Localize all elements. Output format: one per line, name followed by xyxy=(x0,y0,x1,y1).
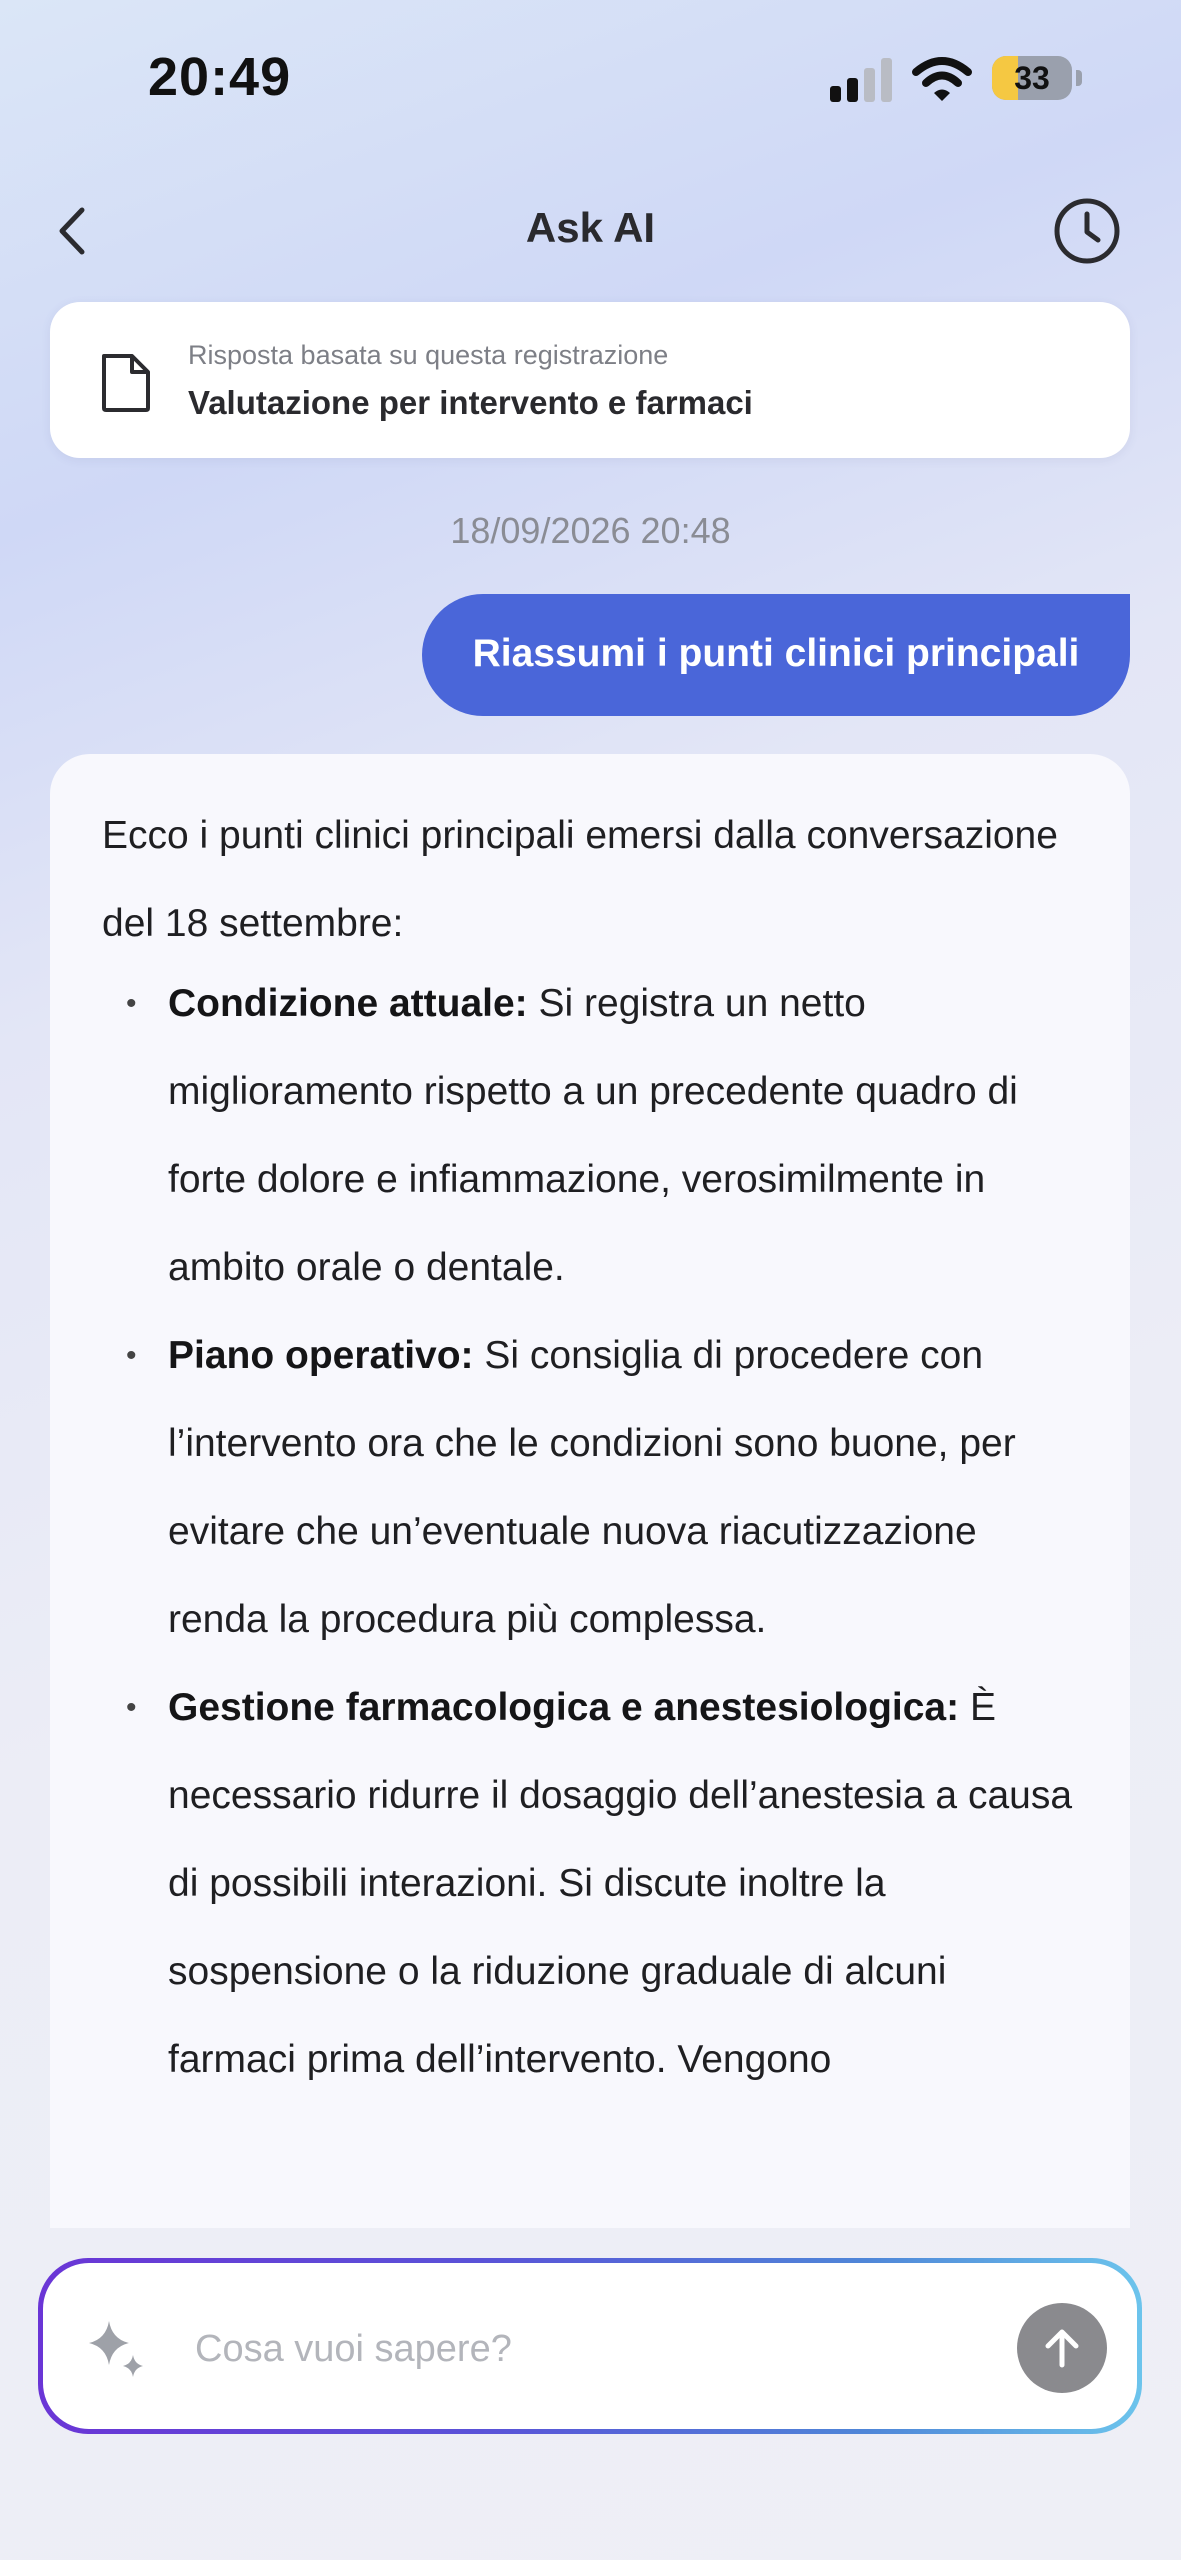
list-item-heading: Piano operativo: xyxy=(168,1334,474,1377)
context-caption: Risposta basata su questa registrazione xyxy=(188,340,669,370)
status-bar xyxy=(0,0,1181,150)
recording-context-card[interactable] xyxy=(50,302,1130,458)
ai-response-card xyxy=(50,754,1130,2228)
battery-indicator xyxy=(992,56,1082,100)
page-title: Ask AI xyxy=(525,204,656,251)
ask-input-container xyxy=(38,2258,1142,2434)
list-item-text: Si registra un netto miglioramento rispetto a un precedente quadro di forte dolore e infiammazione, verosimilmente in ambito orale o dentale. xyxy=(168,982,1018,1289)
bullet-dot: • xyxy=(126,1691,137,1724)
ai-response-list xyxy=(50,960,1130,2104)
list-item-heading: Gestione farmacologica e anestesiologica: xyxy=(168,1686,960,1729)
user-message-bubble xyxy=(422,594,1130,716)
ai-response-intro: Ecco i punti clinici principali emersi dalla conversazione del 18 settembre: xyxy=(102,814,1058,945)
arrow-up-icon xyxy=(1037,2323,1087,2373)
list-item xyxy=(50,1664,1130,2104)
list-item-text: È necessario ridurre il dosaggio dell’anestesia a causa di possibili interazioni. Si discute inoltre la sospensione o la riduzione graduale di alcuni farmaci prima dell’intervento. Vengono xyxy=(168,1686,1073,2081)
bullet-dot: • xyxy=(126,1339,137,1372)
document-icon xyxy=(98,352,154,414)
ask-input[interactable] xyxy=(193,2303,1017,2395)
sparkle-icon xyxy=(81,2315,151,2385)
battery-level: 33 xyxy=(1014,60,1050,96)
context-title: Valutazione per intervento e farmaci xyxy=(188,384,753,421)
user-message-text: Riassumi i punti clinici principali xyxy=(472,632,1080,675)
cellular-signal-icon xyxy=(830,58,892,102)
list-item xyxy=(50,960,1130,1312)
list-item xyxy=(50,1312,1130,1664)
status-time: 20:49 xyxy=(148,47,292,107)
message-timestamp: 18/09/2026 20:48 xyxy=(450,510,731,551)
bullet-dot: • xyxy=(126,987,137,1020)
send-button[interactable] xyxy=(1017,2303,1107,2393)
list-item-text: Si consiglia di procedere con l’intervento ora che le condizioni sono buone, per evitare che un’eventuale nuova riacutizzazione renda la procedura più complessa. xyxy=(168,1334,1016,1641)
clock-icon[interactable] xyxy=(1050,194,1124,268)
nav-bar xyxy=(0,180,1181,280)
wifi-icon xyxy=(912,54,972,102)
list-item-heading: Condizione attuale: xyxy=(168,982,528,1025)
